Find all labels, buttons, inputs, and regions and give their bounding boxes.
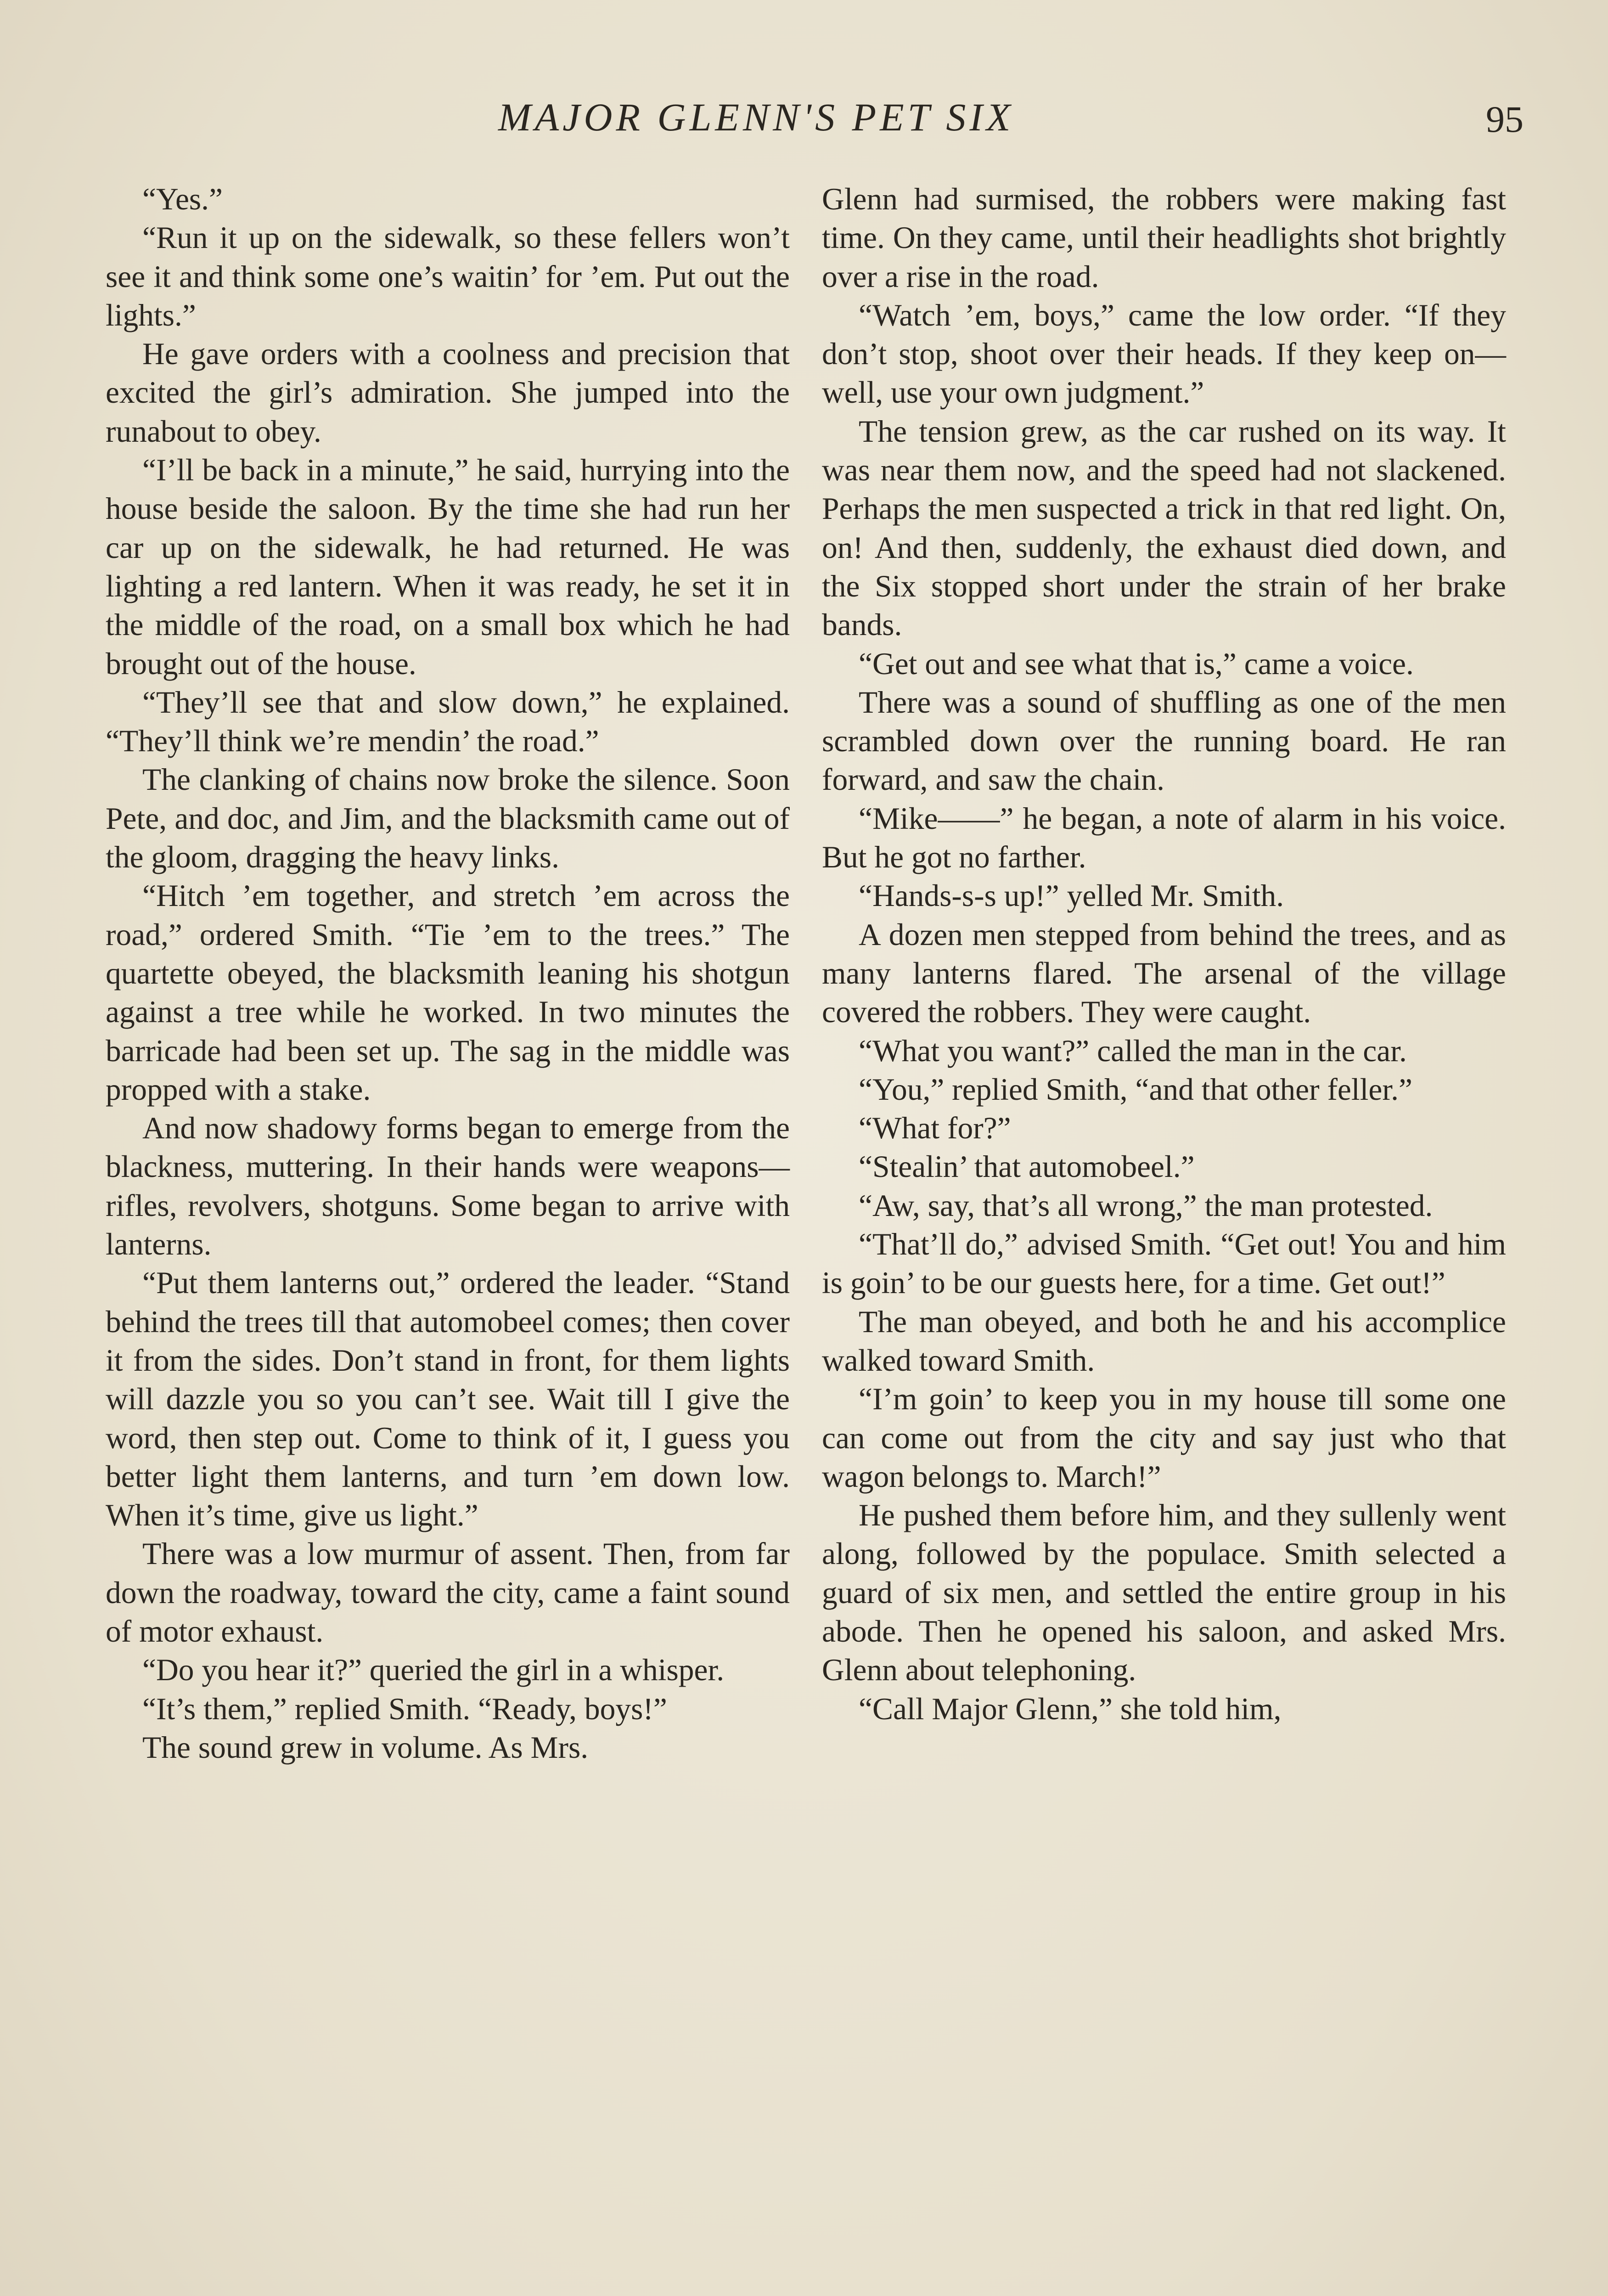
paragraph: “Mike——” he began, a note of alarm in his voice. But he got no farther. <box>822 801 1506 875</box>
paragraph: “I’m goin’ to keep you in my house till some one can come out from the city and say just who that wagon belongs to. March!” <box>822 1382 1506 1494</box>
paragraph: The clanking of chains now broke the silence. Soon Pete, and doc, and Jim, and the blacksmith came out of the gloom, dragging the heavy links. <box>106 762 790 875</box>
running-title: MAJOR GLENN'S PET SIX <box>498 95 1014 139</box>
paragraph: And now shadowy forms began to emerge from the blackness, muttering. In their hands were weapons—rifles, revolvers, shotguns. Some began to arrive with lanterns. <box>106 1111 790 1262</box>
page-number: 95 <box>1486 98 1524 140</box>
paragraph: There was a low murmur of assent. Then, from far down the roadway, toward the city, came a faint sound of motor exhaust. <box>106 1536 790 1649</box>
paragraph: “What you want?” called the man in the car. <box>859 1033 1407 1068</box>
paragraph: “Stealin’ that automobeel.” <box>859 1149 1195 1184</box>
paragraph: “You,” replied Smith, “and that other feller.” <box>859 1072 1412 1107</box>
paragraph: “They’ll see that and slow down,” he explained. “They’ll think we’re mendin’ the road.” <box>106 685 790 759</box>
paragraph: “Watch ’em, boys,” came the low order. “If they don’t stop, shoot over their heads. If they keep on—well, use your own judgment.” <box>822 298 1506 410</box>
paragraph: “Call Major Glenn,” she told him, <box>859 1691 1282 1726</box>
paragraph: The man obeyed, and both he and his accomplice walked toward Smith. <box>822 1304 1506 1378</box>
paragraph: “Do you hear it?” queried the girl in a whisper. <box>142 1653 725 1688</box>
paragraph: “Hitch ’em together, and stretch ’em across the road,” ordered Smith. “Tie ’em to the trees.” The quartette obeyed, the blacksmith leaning his shotgun against a tree while he worked. In two minutes the barricade had been set up. The sag in the middle was propped with a stake. <box>106 878 790 1107</box>
paragraph: “Aw, say, that’s all wrong,” the man protested. <box>859 1188 1433 1223</box>
paragraph: “That’ll do,” advised Smith. “Get out! You and him is goin’ to be our guests here, for a time. Get out!” <box>822 1227 1506 1300</box>
paragraph: “It’s them,” replied Smith. “Ready, boys!” <box>142 1691 667 1726</box>
paragraph: A dozen men stepped from behind the trees, and as many lanterns flared. The arsenal of the village covered the robbers. They were caught. <box>822 917 1506 1030</box>
paragraph: “Get out and see what that is,” came a voice. <box>859 646 1414 681</box>
right-column <box>822 180 1506 1728</box>
paragraph: “Yes.” <box>142 182 223 216</box>
paragraph: “What for?” <box>859 1111 1011 1146</box>
paragraph: He gave orders with a coolness and precision that excited the girl’s admiration. She jumped into the runabout to obey. <box>106 337 790 449</box>
running-head <box>0 94 1608 149</box>
paragraph: There was a sound of shuffling as one of the men scrambled down over the running board. He ran forward, and saw the chain. <box>822 685 1506 797</box>
paragraph-continued: Glenn had surmised, the robbers were making fast time. On they came, until their headlights shot brightly over a rise in the road. <box>822 182 1506 294</box>
paragraph: “Put them lanterns out,” ordered the leader. “Stand behind the trees till that automobeel comes; then cover it from the sides. Don’t stand in front, for them lights will dazzle you so you can’t see. Wait till I give the word, then step out. Come to think of it, I guess you better light them lanterns, and turn ’em down low. When it’s time, give us light.” <box>106 1266 790 1533</box>
paragraph: “Hands-s-s up!” yelled Mr. Smith. <box>859 878 1284 913</box>
paragraph: The sound grew in volume. As Mrs. <box>142 1730 589 1765</box>
paragraph: He pushed them before him, and they sullenly went along, followed by the populace. Smith selected a guard of six men, and settled the entire group in his abode. Then he opened his saloon, and asked Mrs. Glenn about telephoning. <box>822 1498 1506 1688</box>
paragraph: “I’ll be back in a minute,” he said, hurrying into the house beside the saloon. By the time she had run her car up on the sidewalk, he had returned. He was lighting a red lantern. When it was ready, he set it in the middle of the road, on a small box which he had brought out of the house. <box>106 453 790 681</box>
left-column <box>106 180 790 1767</box>
paragraph: The tension grew, as the car rushed on its way. It was near them now, and the speed had not slackened. Perhaps the men suspected a trick in that red light. On, on! And then, suddenly, the exhaust died down, and the Six stopped short under the strain of her brake bands. <box>822 414 1506 642</box>
paragraph: “Run it up on the sidewalk, so these fellers won’t see it and think some one’s waitin’ for ’em. Put out the lights.” <box>106 220 790 332</box>
